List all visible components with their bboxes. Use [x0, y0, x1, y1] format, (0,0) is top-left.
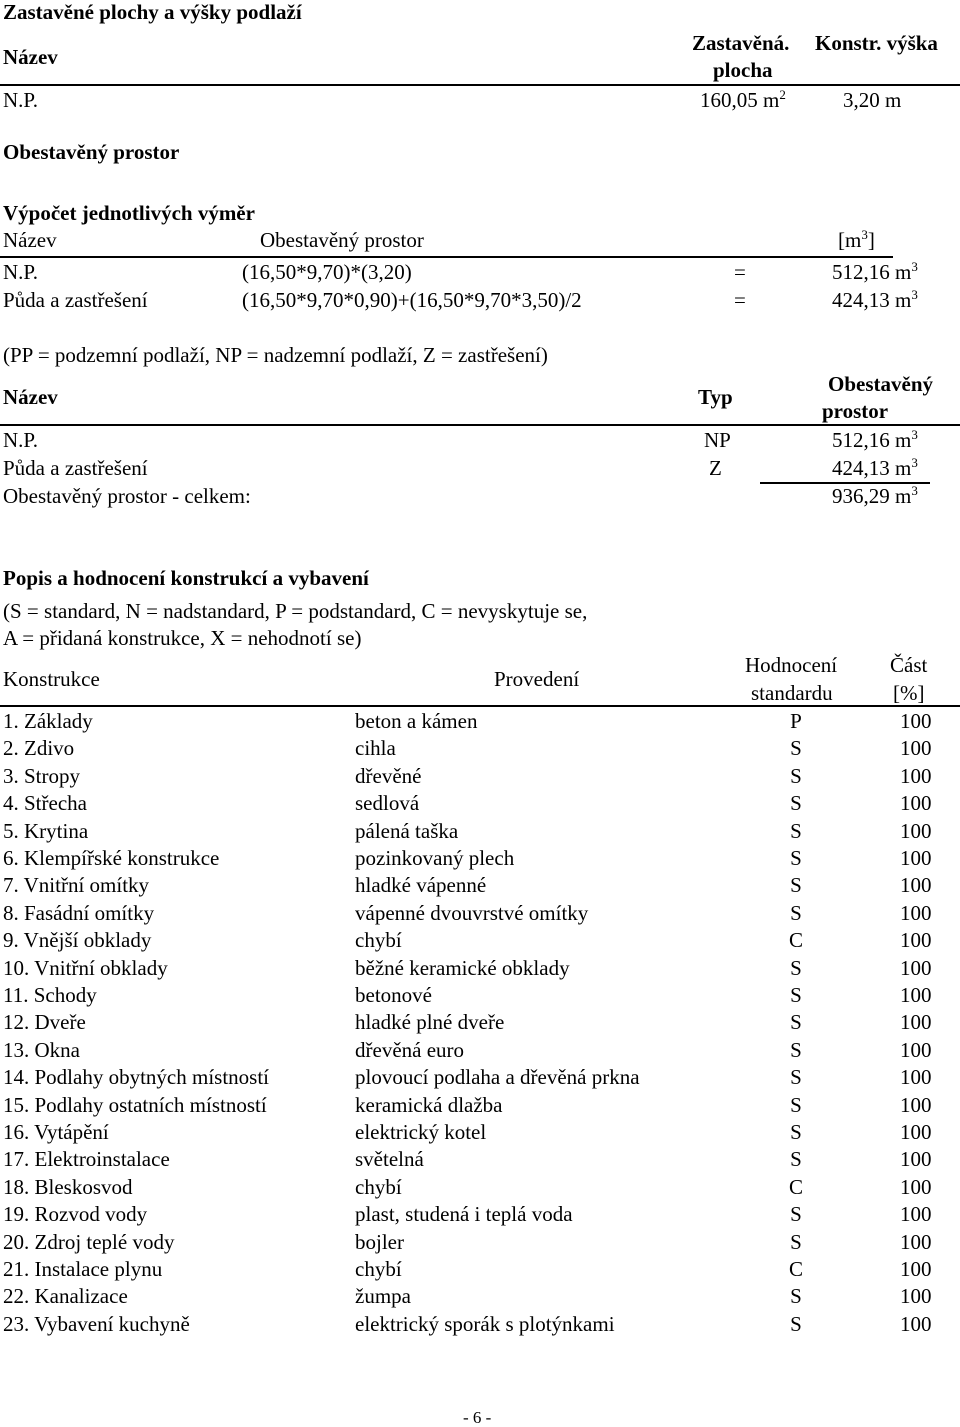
construction-execution: běžné keramické obklady — [355, 955, 570, 980]
construction-rating: S — [790, 1311, 802, 1336]
construction-name: 22. Kanalizace — [3, 1284, 128, 1309]
construction-name: 8. Fasádní omítky — [3, 900, 155, 925]
construction-share: 100 — [900, 1229, 932, 1254]
construction-rating: S — [790, 846, 802, 870]
construction-name: 4. Střecha — [3, 791, 87, 816]
summary-col-space-line2: prostor — [822, 399, 889, 423]
construction-name: 23. Vybavení kuchyně — [3, 1311, 190, 1336]
construction-rating: S — [790, 983, 802, 1007]
construction-rating: C — [788, 928, 803, 953]
construction-execution: bojler — [355, 1229, 404, 1254]
construction-share: 100 — [900, 955, 932, 980]
total-value: 936,29 $m^3$ — [832, 483, 918, 508]
construction-execution: cihla — [355, 736, 396, 761]
calc-col-name: Název — [3, 228, 57, 252]
construction-execution: elektrický kotel — [355, 1120, 487, 1144]
construction-name: 6. Klempířské konstrukce — [3, 846, 220, 870]
construction-share: 100 — [900, 1257, 932, 1281]
construction-name: 14. Podlahy obytných místností — [3, 1065, 270, 1090]
construction-rating: C — [788, 1174, 803, 1199]
construction-share: 100 — [900, 846, 932, 870]
construction-name: 2. Zdivo — [3, 736, 75, 761]
construction-rating: S — [790, 900, 802, 925]
col-header-construction: Konstrukce — [3, 667, 100, 691]
construction-execution: beton a kámen — [355, 709, 478, 733]
construction-name: 5. Krytina — [3, 818, 89, 843]
section-title-calculation: Výpočet jednotlivých výměr — [3, 201, 255, 225]
summary-row-type: Z — [709, 456, 722, 480]
construction-name: 16. Vytápění — [3, 1120, 109, 1144]
summary-col-space-line1: Obestavěný — [828, 372, 933, 396]
construction-rating: S — [790, 1202, 802, 1227]
construction-rating: S — [790, 1147, 802, 1172]
construction-rating: S — [790, 1229, 802, 1254]
col-header-area-line2: plocha — [713, 58, 773, 82]
construction-rating: S — [790, 818, 802, 843]
summary-row-name: Půda a zastřešení — [3, 456, 148, 480]
col-header-name: Název — [3, 45, 58, 69]
construction-name: 7. Vnitřní omítky — [3, 873, 150, 898]
construction-share: 100 — [900, 900, 932, 925]
col-header-rating-line2: standardu — [751, 681, 833, 705]
construction-share: 100 — [900, 791, 932, 816]
built-area-row-area: 160,05 $m^2$ — [700, 87, 786, 112]
construction-share: 100 — [900, 1202, 932, 1227]
construction-share: 100 — [900, 1092, 932, 1117]
calc-row-name: Půda a zastřešení — [3, 288, 148, 312]
construction-share: 100 — [900, 1037, 932, 1062]
construction-rating: S — [790, 791, 802, 816]
construction-execution: elektrický sporák s plotýnkami — [355, 1311, 615, 1336]
calc-row-value: 424,13 $m^3$ — [832, 287, 918, 312]
construction-name: 17. Elektroinstalace — [3, 1147, 170, 1172]
construction-execution: dřevěné — [355, 763, 422, 788]
calc-row-formula: (16,50*9,70)*(3,20) — [242, 260, 412, 284]
summary-row-type: NP — [704, 428, 731, 452]
constructions-legend-line2: A = přidaná konstrukce, X = nehodnotí se) — [3, 626, 362, 650]
construction-execution: hladké plné dveře — [355, 1010, 505, 1035]
construction-execution: plovoucí podlaha a dřevěná prkna — [355, 1065, 640, 1090]
construction-rating: S — [790, 873, 802, 898]
construction-execution: chybí — [355, 1257, 402, 1281]
construction-execution: chybí — [355, 928, 402, 953]
header-rule — [0, 84, 960, 86]
construction-name: 10. Vnitřní obklady — [3, 955, 168, 980]
construction-name: 19. Rozvod vody — [3, 1202, 148, 1227]
construction-rating: S — [790, 1037, 802, 1062]
construction-execution: plast, studená i teplá voda — [355, 1202, 573, 1227]
construction-rating: S — [790, 1120, 802, 1144]
construction-execution: chybí — [355, 1174, 402, 1199]
construction-execution: sedlová — [355, 791, 420, 816]
construction-share: 100 — [900, 736, 932, 761]
calc-row-name: N.P. — [3, 260, 39, 284]
built-area-row-name: N.P. — [3, 88, 39, 112]
construction-rating: C — [788, 1257, 803, 1281]
calc-row-eq: = — [734, 288, 746, 312]
construction-rating: S — [790, 1092, 802, 1117]
construction-share: 100 — [900, 1284, 932, 1309]
construction-share: 100 — [900, 1120, 932, 1144]
construction-share: 100 — [900, 1147, 932, 1172]
construction-name: 20. Zdroj teplé vody — [3, 1229, 175, 1254]
construction-share: 100 — [900, 928, 932, 953]
construction-share: 100 — [900, 873, 932, 898]
calc-row-value: 512,16 $m^3$ — [832, 259, 918, 284]
construction-rating: S — [790, 763, 802, 788]
calc-header-rule — [0, 256, 893, 258]
construction-rating: S — [790, 1010, 802, 1035]
construction-share: 100 — [900, 709, 932, 733]
calc-col-space: Obestavěný prostor — [260, 228, 424, 252]
total-label: Obestavěný prostor - celkem: — [3, 484, 251, 508]
col-header-execution: Provedení — [494, 667, 580, 691]
section-title-constructions: Popis a hodnocení konstrukcí a vybavení — [3, 566, 369, 590]
construction-execution: betonové — [355, 983, 432, 1007]
section-title-built-space: Obestavěný prostor — [3, 140, 180, 164]
construction-execution: dřevěná euro — [355, 1037, 465, 1062]
construction-execution: světelná — [355, 1147, 424, 1172]
construction-name: 3. Stropy — [3, 763, 81, 788]
construction-name: 13. Okna — [3, 1037, 80, 1062]
construction-name: 1. Základy — [3, 709, 93, 733]
construction-execution: hladké vápenné — [355, 873, 487, 898]
construction-name: 15. Podlahy ostatních místností — [3, 1092, 267, 1117]
construction-name: 9. Vnější obklady — [3, 928, 152, 953]
summary-header-rule — [0, 424, 960, 426]
construction-execution: žumpa — [355, 1284, 411, 1309]
construction-execution: vápenné dvouvrstvé omítky — [355, 900, 589, 925]
col-header-height: Konstr. výška — [815, 31, 938, 55]
calc-row-formula: (16,50*9,70*0,90)+(16,50*9,70*3,50)/2 — [242, 288, 582, 312]
construction-execution: keramická dlažba — [355, 1092, 503, 1117]
construction-execution: pálená taška — [355, 818, 459, 843]
construction-rating: S — [790, 1284, 802, 1309]
construction-share: 100 — [900, 1010, 932, 1035]
summary-legend: (PP = podzemní podlaží, NP = nadzemní podlaží, Z = zastřešení) — [3, 343, 548, 367]
construction-name: 18. Bleskosvod — [3, 1174, 133, 1199]
construction-rating: S — [790, 955, 802, 980]
constructions-legend-line1: (S = standard, N = nadstandard, P = podstandard, C = nevyskytuje se, — [3, 599, 588, 623]
construction-rating: P — [790, 709, 802, 733]
section-title-built-area: Zastavěné plochy a výšky podlaží — [3, 0, 302, 24]
construction-name: 11. Schody — [3, 983, 97, 1007]
construction-rating: S — [790, 736, 802, 761]
calc-row-eq: = — [734, 260, 746, 284]
col-header-share-line2: [%] — [893, 681, 925, 705]
summary-col-type: Typ — [698, 385, 733, 409]
col-header-area-line1: Zastavěná. — [692, 31, 790, 55]
col-header-rating-line1: Hodnocení — [745, 653, 838, 677]
summary-row-value: 424,13 $m^3$ — [832, 455, 918, 480]
built-area-row-height: 3,20 m — [843, 88, 902, 112]
construction-share: 100 — [900, 1311, 932, 1336]
construction-name: 21. Instalace plynu — [3, 1257, 163, 1281]
constructions-header-rule — [0, 705, 960, 707]
calc-col-unit: $[m^3]$ — [838, 227, 875, 252]
construction-share: 100 — [900, 818, 932, 843]
construction-share: 100 — [900, 763, 932, 788]
summary-row-name: N.P. — [3, 428, 39, 452]
col-header-share-line1: Část — [890, 653, 928, 677]
construction-share: 100 — [900, 983, 932, 1007]
construction-share: 100 — [900, 1174, 932, 1199]
page-number: - 6 - — [463, 1408, 492, 1427]
summary-row-value: 512,16 $m^3$ — [832, 427, 918, 452]
summary-col-name: Název — [3, 385, 58, 409]
construction-share: 100 — [900, 1065, 932, 1090]
construction-execution: pozinkovaný plech — [355, 846, 515, 870]
construction-rating: S — [790, 1065, 802, 1090]
construction-name: 12. Dveře — [3, 1010, 86, 1035]
